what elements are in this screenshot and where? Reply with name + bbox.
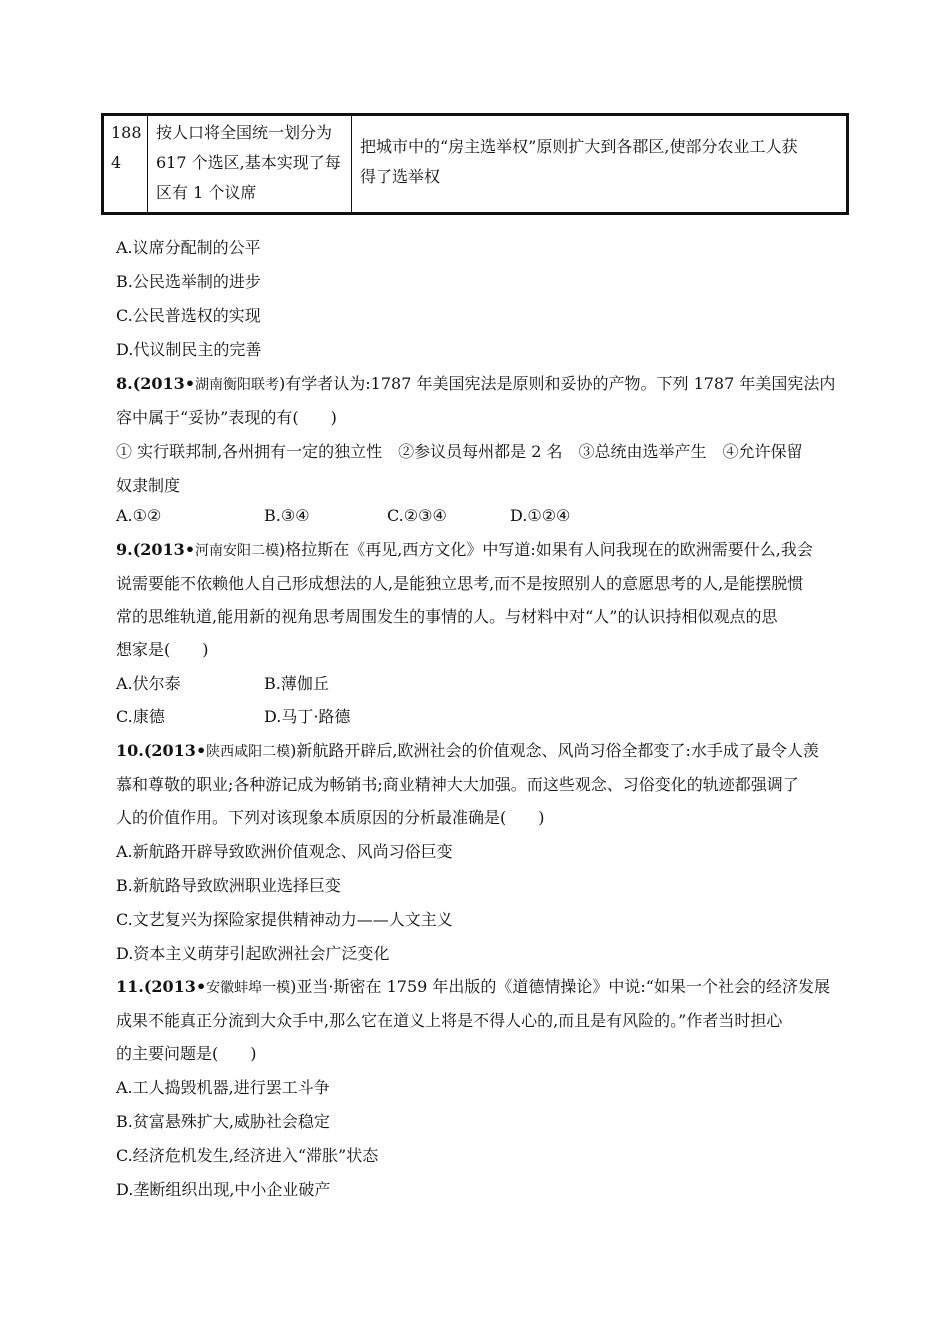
q10-option-c: C.文艺复兴为探险家提供精神动力——人文主义: [116, 910, 453, 929]
q8-stem-line: 容中属于“妥协”表现的有( ): [116, 408, 337, 427]
q9-option-c: C.康德: [116, 707, 165, 726]
question-source: .(2013•河南安阳二模: [127, 540, 280, 559]
q11-stem-line: 的主要问题是( ): [116, 1044, 257, 1063]
q9-stem-line: 9.(2013•河南安阳二模)格拉斯在《再见,西方文化》中写道:如果有人问我现在的欧洲需要什么,我会: [116, 540, 813, 559]
q8-option-a: A.①②: [116, 506, 162, 525]
q10-option-b: B.新航路导致欧洲职业选择巨变: [116, 876, 341, 895]
question-number: 9: [116, 540, 128, 559]
effect-line: 把城市中的“房主选举权”原则扩大到各郡区,使部分农业工人获: [360, 137, 798, 156]
q8-statements-line: 奴隶制度: [116, 476, 181, 495]
q10-stem-line: 10.(2013•陕西咸阳二模)新航路开辟后,欧洲社会的价值观念、风尚习俗全都变了:水手成了最令人羡: [116, 741, 819, 760]
q7-option-d: D.代议制民主的完善: [116, 340, 262, 359]
question-number: 10: [116, 741, 139, 760]
q8-option-b: B.③④: [264, 506, 310, 525]
q8-option-d: D.①②④: [510, 506, 571, 525]
effect-line: 得了选举权: [360, 167, 441, 186]
q9-option-b: B.薄伽丘: [264, 674, 329, 693]
q9-option-d: D.马丁·路德: [264, 707, 351, 726]
year-line: 4: [111, 153, 122, 172]
q10-stem-line: 人的价值作用。下列对该现象本质原因的分析最准确是( ): [116, 808, 545, 827]
q9-stem-line: 想家是( ): [116, 640, 209, 659]
q10-option-d: D.资本主义萌芽引起欧洲社会广泛变化: [116, 944, 390, 963]
content-line: 617 个选区,基本实现了每: [156, 153, 341, 172]
effect-cell: [352, 115, 848, 214]
q9-option-a: A.伏尔泰: [116, 674, 181, 693]
question-source: .(2013•安徽蚌埠一模: [138, 977, 291, 996]
question-source: .(2013•陕西咸阳二模: [138, 741, 291, 760]
year-line: 188: [111, 123, 142, 142]
q11-option-c: C.经济危机发生,经济进入“滞胀”状态: [116, 1146, 379, 1165]
q7-option-c: C.公民普选权的实现: [116, 306, 261, 325]
q11-stem-line: 11.(2013•安徽蚌埠一模)亚当·斯密在 1759 年出版的《道德情操论》中说:“如果一个社会的经济发展: [116, 977, 830, 996]
q8-option-c: C.②③④: [387, 506, 447, 525]
q9-stem-line: 常的思维轨道,能用新的视角思考周围发生的事情的人。与材料中对“人”的认识持相似观点的思: [116, 607, 778, 626]
q7-option-b: B.公民选举制的进步: [116, 272, 261, 291]
question-number: 11: [116, 977, 139, 996]
reform-table: [101, 113, 849, 215]
q9-stem-line: 说需要能不依赖他人自己形成想法的人,是能独立思考,而不是按照别人的意愿思考的人,是能摆脱惯: [116, 574, 804, 593]
table-row: [103, 115, 848, 214]
content-line: 区有 1 个议席: [156, 183, 257, 202]
question-source: .(2013•湖南衡阳联考: [127, 374, 280, 393]
year-cell: [103, 115, 148, 214]
content-cell: [148, 115, 352, 214]
q10-option-a: A.新航路开辟导致欧洲价值观念、风尚习俗巨变: [116, 842, 453, 861]
q11-stem-line: 成果不能真正分流到大众手中,那么它在道义上将是不得人心的,而且是有风险的。”作者当时担心: [116, 1011, 783, 1030]
question-number: 8: [116, 374, 128, 393]
q11-option-b: B.贫富悬殊扩大,威胁社会稳定: [116, 1112, 330, 1131]
content-line: 按人口将全国统一划分为: [156, 123, 333, 142]
q10-stem-line: 慕和尊敬的职业;各种游记成为畅销书;商业精神大大加强。而这些观念、习俗变化的轨迹都强调了: [116, 775, 799, 794]
q8-statements-line: ① 实行联邦制,各州拥有一定的独立性 ②参议员每州都是 2 名 ③总统由选举产生 ④允许保留: [116, 442, 803, 461]
q11-option-a: A.工人捣毁机器,进行罢工斗争: [116, 1078, 330, 1097]
q11-option-d: D.垄断组织出现,中小企业破产: [116, 1180, 331, 1199]
q8-stem-line: 8.(2013•湖南衡阳联考)有学者认为:1787 年美国宪法是原则和妥协的产物。下列 1787 年美国宪法内: [116, 374, 836, 393]
q7-option-a: A.议席分配制的公平: [116, 238, 261, 257]
